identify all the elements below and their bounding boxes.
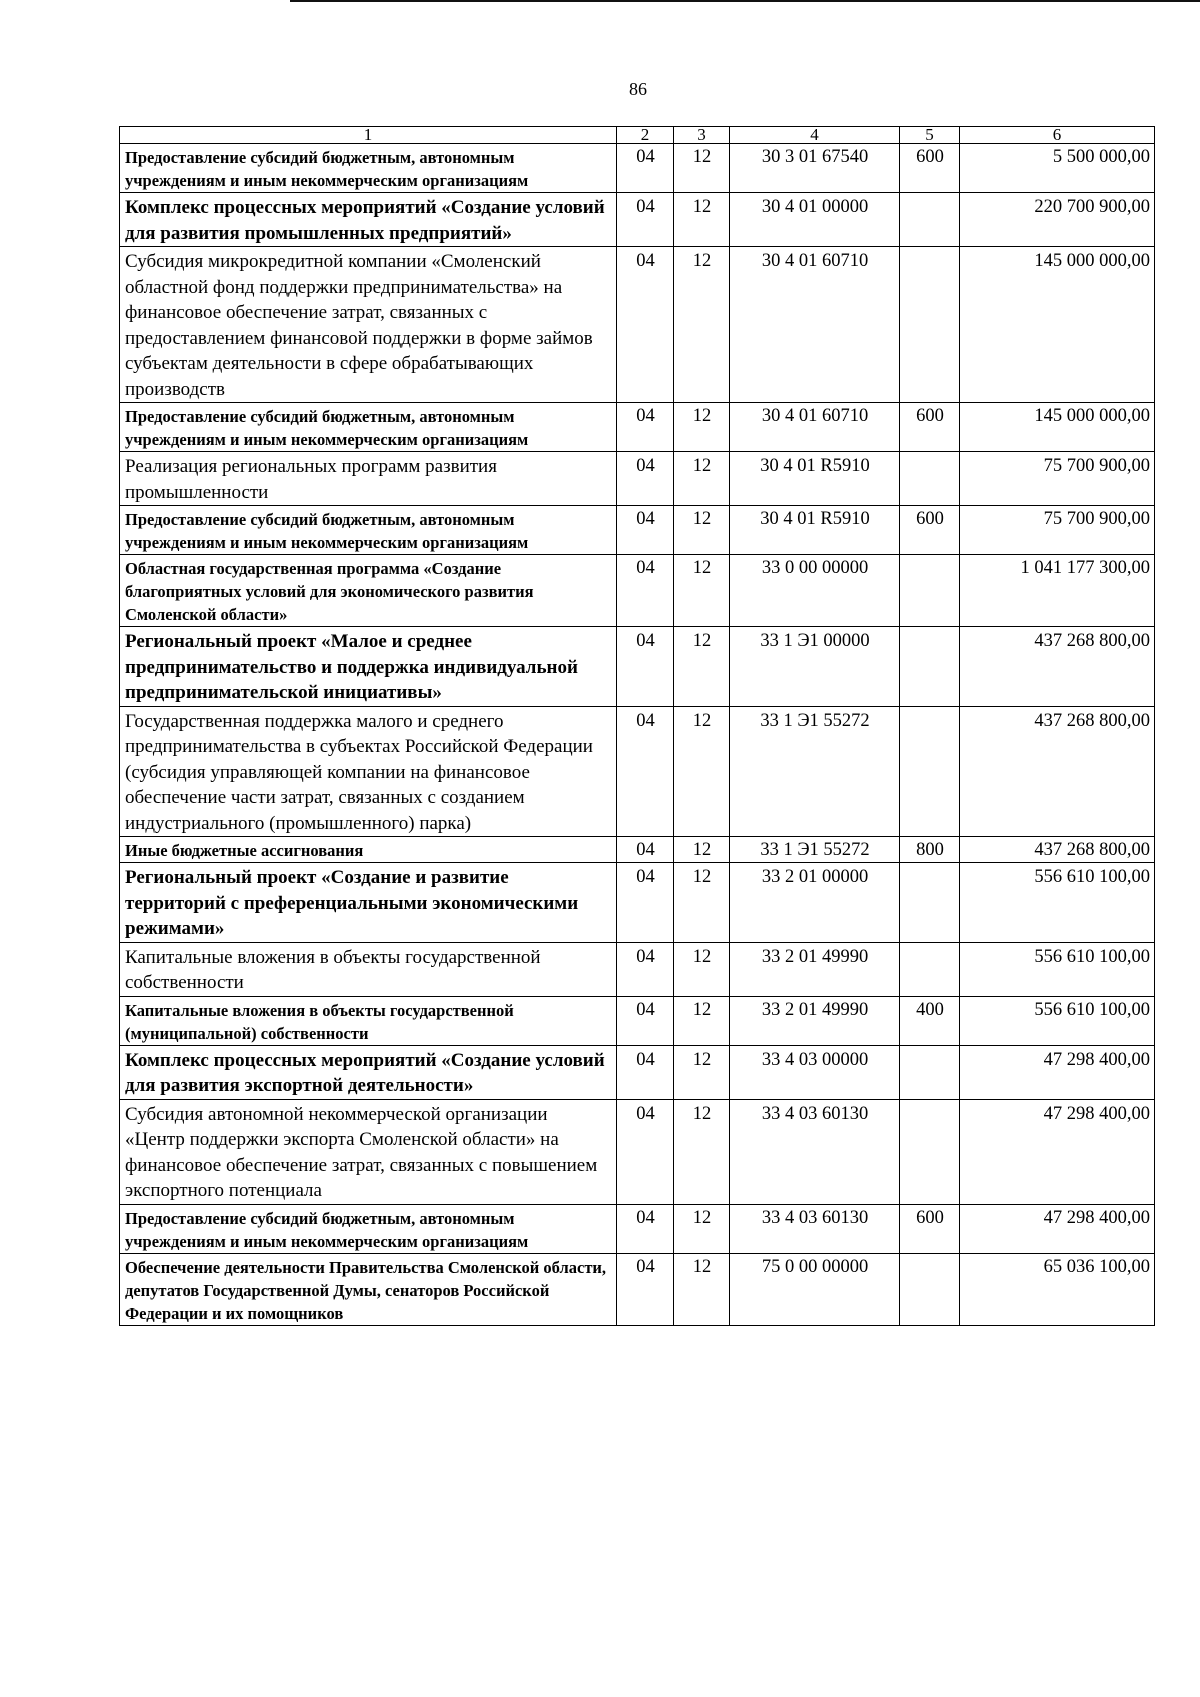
table-row — [120, 452, 1155, 506]
row-name-cell: Комплекс процессных мероприятий «Создание условий для развития экспортной деятельности» — [120, 1045, 617, 1099]
subsection-code-cell: 12 — [674, 506, 730, 555]
row-name-cell: Государственная поддержка малого и среднего предпринимательства в субъектах Российской Федерации (субсидия управляющей компании на финансовое обеспечение части затрат, связанных с созданием индустриального (промышленного) парка) — [120, 706, 617, 837]
amount-cell: 437 268 800,00 — [960, 706, 1155, 837]
amount-cell: 5 500 000,00 — [960, 144, 1155, 193]
table-row — [120, 1204, 1155, 1253]
expense-type-cell: 600 — [900, 1204, 960, 1253]
table-row — [120, 1045, 1155, 1099]
row-name-cell: Иные бюджетные ассигнования — [120, 837, 617, 863]
section-code-cell: 04 — [617, 247, 674, 403]
target-article-cell: 33 4 03 60130 — [730, 1099, 900, 1204]
expense-type-cell — [900, 1099, 960, 1204]
table-row — [120, 837, 1155, 863]
expense-type-cell — [900, 863, 960, 943]
amount-cell: 75 700 900,00 — [960, 506, 1155, 555]
expense-type-cell — [900, 706, 960, 837]
subsection-code-cell: 12 — [674, 403, 730, 452]
section-code-cell: 04 — [617, 706, 674, 837]
target-article-cell: 33 0 00 00000 — [730, 555, 900, 627]
column-header-4: 4 — [730, 127, 900, 144]
target-article-cell: 33 4 03 00000 — [730, 1045, 900, 1099]
subsection-code-cell: 12 — [674, 863, 730, 943]
target-article-cell: 33 1 Э1 00000 — [730, 627, 900, 707]
section-code-cell: 04 — [617, 1045, 674, 1099]
row-name-cell: Субсидия автономной некоммерческой организации «Центр поддержки экспорта Смоленской области» на финансовое обеспечение затрат, связанных с повышением экспортного потенциала — [120, 1099, 617, 1204]
subsection-code-cell: 12 — [674, 144, 730, 193]
section-code-cell: 04 — [617, 837, 674, 863]
subsection-code-cell: 12 — [674, 193, 730, 247]
amount-cell: 47 298 400,00 — [960, 1045, 1155, 1099]
subsection-code-cell: 12 — [674, 247, 730, 403]
section-code-cell: 04 — [617, 1253, 674, 1325]
target-article-cell: 33 2 01 49990 — [730, 996, 900, 1045]
target-article-cell: 30 4 01 60710 — [730, 247, 900, 403]
column-header-5: 5 — [900, 127, 960, 144]
expense-type-cell — [900, 627, 960, 707]
amount-cell: 556 610 100,00 — [960, 996, 1155, 1045]
amount-cell: 556 610 100,00 — [960, 863, 1155, 943]
subsection-code-cell: 12 — [674, 942, 730, 996]
table-row — [120, 706, 1155, 837]
expense-type-cell: 600 — [900, 403, 960, 452]
row-name-cell: Реализация региональных программ развития промышленности — [120, 452, 617, 506]
expense-type-cell — [900, 247, 960, 403]
subsection-code-cell: 12 — [674, 452, 730, 506]
target-article-cell: 30 4 01 R5910 — [730, 452, 900, 506]
target-article-cell: 30 4 01 60710 — [730, 403, 900, 452]
column-header-6: 6 — [960, 127, 1155, 144]
table-row — [120, 193, 1155, 247]
subsection-code-cell: 12 — [674, 627, 730, 707]
row-name-cell: Предоставление субсидий бюджетным, автономным учреждениям и иным некоммерческим организациям — [120, 506, 617, 555]
row-name-cell: Региональный проект «Создание и развитие территорий с преференциальными экономическими режимами» — [120, 863, 617, 943]
section-code-cell: 04 — [617, 403, 674, 452]
expense-type-cell: 800 — [900, 837, 960, 863]
section-code-cell: 04 — [617, 144, 674, 193]
row-name-cell: Областная государственная программа «Создание благоприятных условий для экономического развития Смоленской области» — [120, 555, 617, 627]
amount-cell: 65 036 100,00 — [960, 1253, 1155, 1325]
expense-type-cell — [900, 452, 960, 506]
row-name-cell: Обеспечение деятельности Правительства Смоленской области, депутатов Государственной Думы, сенаторов Российской Федерации и их помощников — [120, 1253, 617, 1325]
row-name-cell: Капитальные вложения в объекты государственной собственности — [120, 942, 617, 996]
amount-cell: 47 298 400,00 — [960, 1204, 1155, 1253]
subsection-code-cell: 12 — [674, 1253, 730, 1325]
table-row — [120, 942, 1155, 996]
row-name-cell: Предоставление субсидий бюджетным, автономным учреждениям и иным некоммерческим организациям — [120, 144, 617, 193]
table-row — [120, 1253, 1155, 1325]
target-article-cell: 30 3 01 67540 — [730, 144, 900, 193]
section-code-cell: 04 — [617, 506, 674, 555]
amount-cell: 1 041 177 300,00 — [960, 555, 1155, 627]
table-row — [120, 996, 1155, 1045]
target-article-cell: 75 0 00 00000 — [730, 1253, 900, 1325]
table-row — [120, 1099, 1155, 1204]
section-code-cell: 04 — [617, 996, 674, 1045]
section-code-cell: 04 — [617, 1099, 674, 1204]
row-name-cell: Региональный проект «Малое и среднее предпринимательство и поддержка индивидуальной предпринимательской инициативы» — [120, 627, 617, 707]
row-name-cell: Предоставление субсидий бюджетным, автономным учреждениям и иным некоммерческим организациям — [120, 1204, 617, 1253]
subsection-code-cell: 12 — [674, 1045, 730, 1099]
target-article-cell: 33 4 03 60130 — [730, 1204, 900, 1253]
row-name-cell: Предоставление субсидий бюджетным, автономным учреждениям и иным некоммерческим организациям — [120, 403, 617, 452]
subsection-code-cell: 12 — [674, 706, 730, 837]
subsection-code-cell: 12 — [674, 555, 730, 627]
budget-table-body — [120, 127, 1155, 1326]
amount-cell: 556 610 100,00 — [960, 942, 1155, 996]
column-header-2: 2 — [617, 127, 674, 144]
target-article-cell: 33 1 Э1 55272 — [730, 837, 900, 863]
subsection-code-cell: 12 — [674, 1099, 730, 1204]
expense-type-cell: 400 — [900, 996, 960, 1045]
column-header-3: 3 — [674, 127, 730, 144]
amount-cell: 437 268 800,00 — [960, 627, 1155, 707]
subsection-code-cell: 12 — [674, 996, 730, 1045]
target-article-cell: 33 2 01 00000 — [730, 863, 900, 943]
table-row — [120, 506, 1155, 555]
expense-type-cell: 600 — [900, 506, 960, 555]
expense-type-cell — [900, 942, 960, 996]
expense-type-cell — [900, 555, 960, 627]
target-article-cell: 30 4 01 R5910 — [730, 506, 900, 555]
amount-cell: 437 268 800,00 — [960, 837, 1155, 863]
amount-cell: 47 298 400,00 — [960, 1099, 1155, 1204]
table-row — [120, 555, 1155, 627]
expense-type-cell — [900, 193, 960, 247]
page-number: 86 — [629, 79, 647, 99]
table-row — [120, 627, 1155, 707]
section-code-cell: 04 — [617, 627, 674, 707]
amount-cell: 75 700 900,00 — [960, 452, 1155, 506]
column-header-1: 1 — [120, 127, 617, 144]
budget-table — [119, 126, 1155, 1326]
expense-type-cell — [900, 1045, 960, 1099]
column-number-row — [120, 127, 1155, 144]
scan-edge-line — [290, 0, 1200, 2]
section-code-cell: 04 — [617, 942, 674, 996]
target-article-cell: 33 2 01 49990 — [730, 942, 900, 996]
section-code-cell: 04 — [617, 1204, 674, 1253]
row-name-cell: Капитальные вложения в объекты государственной (муниципальной) собственности — [120, 996, 617, 1045]
expense-type-cell — [900, 1253, 960, 1325]
section-code-cell: 04 — [617, 193, 674, 247]
row-name-cell: Комплекс процессных мероприятий «Создание условий для развития промышленных предприятий» — [120, 193, 617, 247]
amount-cell: 145 000 000,00 — [960, 247, 1155, 403]
table-row — [120, 247, 1155, 403]
row-name-cell: Субсидия микрокредитной компании «Смоленский областной фонд поддержки предпринимательства» на финансовое обеспечение затрат, связанных с предоставлением финансовой поддержки в форме займов субъектам деятельности в сфере обрабатывающих производств — [120, 247, 617, 403]
subsection-code-cell: 12 — [674, 1204, 730, 1253]
expense-type-cell: 600 — [900, 144, 960, 193]
section-code-cell: 04 — [617, 863, 674, 943]
subsection-code-cell: 12 — [674, 837, 730, 863]
table-row — [120, 863, 1155, 943]
target-article-cell: 30 4 01 00000 — [730, 193, 900, 247]
table-row — [120, 403, 1155, 452]
amount-cell: 220 700 900,00 — [960, 193, 1155, 247]
amount-cell: 145 000 000,00 — [960, 403, 1155, 452]
target-article-cell: 33 1 Э1 55272 — [730, 706, 900, 837]
section-code-cell: 04 — [617, 555, 674, 627]
section-code-cell: 04 — [617, 452, 674, 506]
table-row — [120, 144, 1155, 193]
